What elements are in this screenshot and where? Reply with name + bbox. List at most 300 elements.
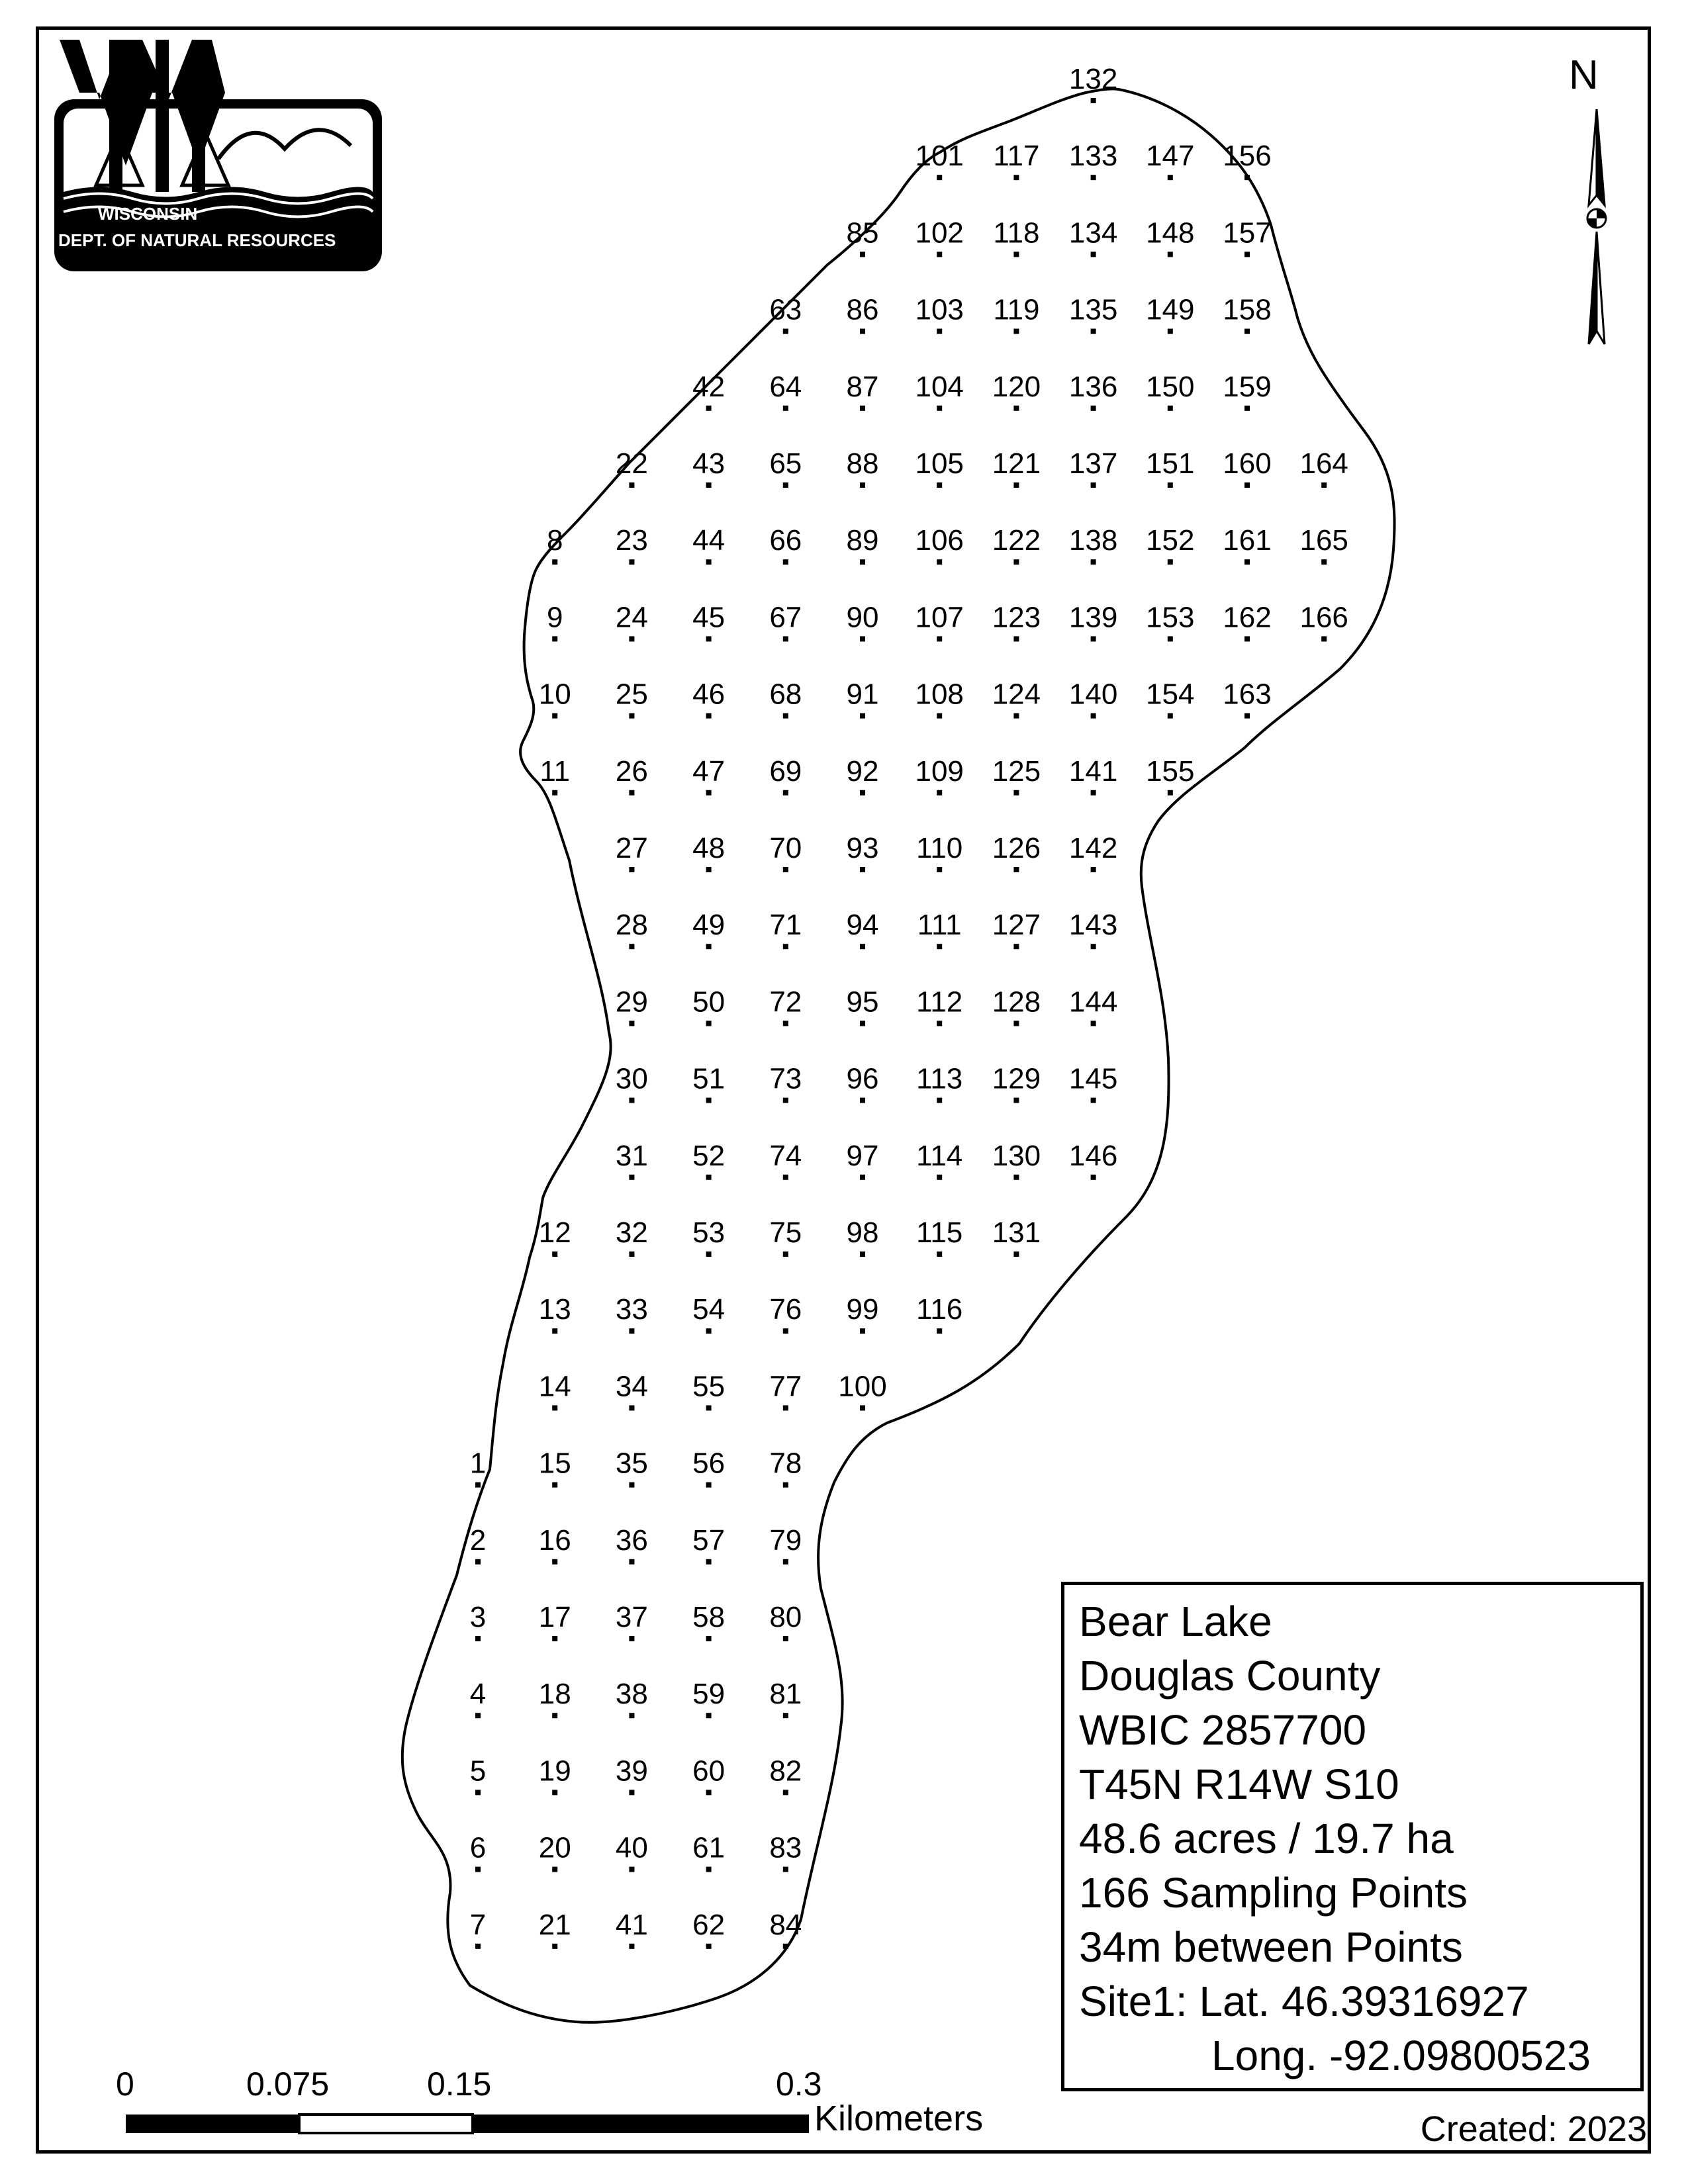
- sampling-dot: [860, 406, 865, 411]
- info-wbic: WBIC 2857700: [1079, 1706, 1367, 1754]
- sampling-point-38: [616, 1678, 648, 1718]
- sampling-point-12: [539, 1216, 571, 1257]
- sampling-dot: [629, 713, 634, 719]
- sampling-point-98: [847, 1216, 879, 1257]
- sampling-label: 76: [769, 1293, 802, 1326]
- created-date: Created: 2023: [1420, 2109, 1647, 2149]
- sampling-point-159: [1223, 371, 1271, 411]
- sampling-label: 166: [1299, 601, 1348, 634]
- sampling-label: 104: [915, 370, 964, 403]
- sampling-label: 109: [915, 754, 964, 788]
- sampling-label: 150: [1146, 370, 1195, 403]
- sampling-label: 140: [1068, 678, 1118, 711]
- sampling-label: 115: [916, 1216, 963, 1249]
- sampling-dot: [937, 482, 942, 488]
- sampling-label: 145: [1068, 1062, 1118, 1095]
- sampling-point-135: [1069, 294, 1117, 334]
- sampling-point-64: [769, 371, 802, 411]
- sampling-label: 42: [692, 370, 726, 403]
- sampling-point-62: [692, 1909, 725, 1949]
- sampling-point-143: [1069, 909, 1117, 949]
- sampling-point-146: [1069, 1140, 1117, 1180]
- sampling-label: 69: [769, 754, 802, 788]
- sampling-label: 79: [769, 1524, 802, 1557]
- sampling-dot: [783, 1482, 788, 1488]
- sampling-dot: [1013, 713, 1019, 719]
- sampling-dot: [706, 944, 712, 949]
- sampling-dot: [1013, 251, 1019, 257]
- sampling-label: 27: [615, 832, 648, 864]
- sampling-dot: [1168, 790, 1173, 796]
- sampling-label: 144: [1068, 985, 1118, 1019]
- sampling-label: 95: [846, 985, 879, 1019]
- sampling-point-128: [992, 985, 1041, 1026]
- sampling-point-104: [915, 371, 963, 411]
- sampling-dot: [1091, 406, 1096, 411]
- sampling-point-4: [470, 1678, 486, 1718]
- sampling-label: 134: [1068, 216, 1118, 250]
- sampling-dot: [552, 1867, 557, 1872]
- sampling-label: 141: [1068, 754, 1118, 788]
- sampling-label: 106: [915, 524, 964, 557]
- sampling-dot: [629, 1636, 634, 1641]
- sampling-dot: [783, 1944, 788, 1949]
- sampling-dot: [1244, 406, 1250, 411]
- sampling-dot: [783, 1790, 788, 1795]
- sampling-label: 28: [615, 909, 648, 942]
- sampling-point-44: [692, 524, 725, 565]
- sampling-point-2: [470, 1524, 486, 1565]
- sampling-label: 46: [692, 678, 726, 711]
- sampling-dot: [629, 482, 634, 488]
- sampling-point-30: [616, 1063, 648, 1103]
- sampling-label: 85: [846, 216, 879, 250]
- sampling-label: 152: [1146, 524, 1195, 557]
- sampling-label: 130: [992, 1139, 1041, 1172]
- sampling-dot: [552, 559, 557, 565]
- sampling-point-107: [915, 601, 963, 641]
- sampling-point-10: [539, 678, 571, 719]
- sampling-point-91: [847, 678, 879, 719]
- sampling-point-130: [992, 1140, 1041, 1180]
- sampling-label: 62: [692, 1908, 726, 1941]
- sampling-dot: [1244, 251, 1250, 257]
- sampling-point-81: [769, 1678, 802, 1718]
- sampling-point-162: [1223, 601, 1271, 641]
- sampling-label: 143: [1068, 909, 1118, 942]
- sampling-point-35: [616, 1447, 648, 1488]
- sampling-dot: [706, 1251, 712, 1257]
- sampling-point-87: [847, 371, 879, 411]
- sampling-label: 157: [1223, 216, 1272, 250]
- sampling-label: 120: [992, 370, 1041, 403]
- sampling-label: 48: [692, 832, 726, 864]
- sampling-dot: [629, 1790, 634, 1795]
- sampling-label: 19: [538, 1754, 571, 1788]
- sampling-dot: [1091, 175, 1096, 180]
- sampling-dot: [552, 1713, 557, 1718]
- sampling-point-148: [1146, 216, 1194, 257]
- sampling-dot: [783, 1867, 788, 1872]
- sampling-point-160: [1223, 447, 1271, 488]
- sampling-dot: [1013, 175, 1019, 180]
- sampling-dot: [1321, 559, 1327, 565]
- sampling-dot: [1091, 944, 1096, 949]
- sampling-point-161: [1223, 524, 1271, 565]
- sampling-label: 146: [1068, 1139, 1118, 1172]
- sampling-dot: [1091, 329, 1096, 334]
- sampling-label: 21: [538, 1908, 571, 1941]
- sampling-dot: [1168, 406, 1173, 411]
- sampling-dot: [1091, 1021, 1096, 1026]
- sampling-point-21: [539, 1909, 571, 1949]
- sampling-dot: [860, 636, 865, 641]
- sampling-dot: [1013, 790, 1019, 796]
- sampling-dot: [629, 1944, 634, 1949]
- sampling-point-119: [993, 294, 1039, 334]
- sampling-dot: [1091, 636, 1096, 641]
- sampling-point-93: [847, 832, 879, 872]
- sampling-point-109: [915, 755, 963, 796]
- sampling-dot: [552, 1944, 557, 1949]
- sampling-dot: [1013, 944, 1019, 949]
- sampling-label: 121: [992, 447, 1041, 480]
- sampling-dot: [783, 1636, 788, 1641]
- sampling-point-83: [769, 1832, 802, 1872]
- sampling-dot: [629, 1713, 634, 1718]
- sampling-label: 160: [1223, 447, 1272, 480]
- sampling-label: 2: [469, 1524, 487, 1557]
- sampling-point-117: [993, 140, 1039, 180]
- sampling-point-68: [769, 678, 802, 719]
- sampling-dot: [1168, 713, 1173, 719]
- sampling-label: 39: [615, 1754, 648, 1788]
- sampling-point-133: [1069, 140, 1117, 180]
- sampling-dot: [629, 1175, 634, 1180]
- sampling-point-8: [547, 524, 563, 565]
- scale-bar: [126, 2115, 809, 2133]
- sampling-label: 116: [916, 1293, 963, 1326]
- sampling-dot: [937, 944, 942, 949]
- sampling-dot: [1091, 559, 1096, 565]
- sampling-label: 163: [1223, 678, 1272, 711]
- sampling-label: 15: [538, 1447, 571, 1480]
- sampling-dot: [783, 1021, 788, 1026]
- sampling-label: 118: [993, 216, 1040, 250]
- sampling-dot: [783, 944, 788, 949]
- logo-text-line2: DEPT. OF NATURAL RESOURCES: [58, 230, 336, 250]
- sampling-point-164: [1299, 447, 1348, 488]
- sampling-label: 61: [692, 1831, 726, 1864]
- sampling-point-25: [616, 678, 648, 719]
- sampling-label: 13: [538, 1293, 571, 1326]
- sampling-dot: [1168, 482, 1173, 488]
- sampling-point-71: [769, 909, 802, 949]
- sampling-label: 149: [1146, 293, 1195, 326]
- sampling-dot: [706, 713, 712, 719]
- scale-unit: Kilometers: [814, 2099, 984, 2138]
- sampling-label: 103: [915, 293, 964, 326]
- sampling-dot: [783, 1328, 788, 1334]
- sampling-point-99: [847, 1293, 879, 1334]
- sampling-label: 101: [915, 140, 964, 173]
- sampling-point-123: [992, 601, 1041, 641]
- sampling-point-82: [769, 1754, 802, 1795]
- sampling-point-45: [692, 601, 725, 641]
- sampling-dot: [1244, 175, 1250, 180]
- info-township: T45N R14W S10: [1079, 1760, 1399, 1808]
- sampling-point-53: [692, 1216, 725, 1257]
- sampling-point-165: [1299, 524, 1348, 565]
- north-label: N: [1569, 52, 1599, 98]
- sampling-point-84: [769, 1909, 802, 1949]
- sampling-point-50: [692, 985, 725, 1026]
- sampling-point-24: [616, 601, 648, 641]
- sampling-label: 23: [615, 524, 648, 557]
- sampling-dot: [552, 1790, 557, 1795]
- sampling-label: 64: [769, 370, 802, 403]
- sampling-point-106: [915, 524, 963, 565]
- sampling-dot: [1244, 329, 1250, 334]
- sampling-label: 125: [992, 754, 1041, 788]
- sampling-dot: [475, 1713, 481, 1718]
- sampling-label: 128: [992, 985, 1041, 1019]
- sampling-dot: [475, 1867, 481, 1872]
- sampling-dot: [1091, 482, 1096, 488]
- sampling-dot: [706, 1482, 712, 1488]
- sampling-label: 162: [1223, 601, 1272, 634]
- sampling-dot: [860, 329, 865, 334]
- sampling-label: 158: [1223, 293, 1272, 326]
- sampling-point-136: [1069, 371, 1117, 411]
- sampling-dot: [783, 867, 788, 872]
- sampling-dot: [1013, 1098, 1019, 1103]
- sampling-dot: [552, 1636, 557, 1641]
- sampling-dot: [552, 1482, 557, 1488]
- sampling-point-79: [769, 1524, 802, 1565]
- sampling-point-67: [769, 601, 802, 641]
- sampling-dot: [706, 1790, 712, 1795]
- sampling-label: 124: [992, 678, 1041, 711]
- sampling-dot: [552, 1405, 557, 1410]
- info-area: 48.6 acres / 19.7 ha: [1079, 1815, 1454, 1862]
- info-point-count: 166 Sampling Points: [1079, 1869, 1468, 1917]
- sampling-label: 53: [692, 1216, 726, 1249]
- sampling-label: 36: [615, 1524, 648, 1557]
- sampling-dot: [706, 1175, 712, 1180]
- sampling-label: 29: [615, 985, 648, 1019]
- sampling-dot: [706, 636, 712, 641]
- sampling-label: 41: [615, 1908, 648, 1941]
- sampling-dot: [1013, 1175, 1019, 1180]
- sampling-label: 82: [769, 1754, 802, 1788]
- sampling-dot: [475, 1482, 481, 1488]
- sampling-point-153: [1146, 601, 1194, 641]
- sampling-point-48: [692, 832, 725, 872]
- sampling-label: 30: [615, 1062, 648, 1095]
- sampling-point-125: [992, 755, 1041, 796]
- sampling-label: 112: [916, 985, 963, 1019]
- sampling-dot: [475, 1790, 481, 1795]
- sampling-point-16: [539, 1524, 571, 1565]
- sampling-label: 137: [1068, 447, 1118, 480]
- sampling-dot: [937, 406, 942, 411]
- scale-label-0: 0: [116, 2066, 134, 2103]
- sampling-dot: [1091, 1175, 1096, 1180]
- sampling-dot: [937, 175, 942, 180]
- sampling-label: 117: [993, 140, 1040, 173]
- sampling-dot: [1013, 482, 1019, 488]
- sampling-dot: [937, 790, 942, 796]
- sampling-point-137: [1069, 447, 1117, 488]
- sampling-dot: [783, 329, 788, 334]
- sampling-point-103: [915, 294, 963, 334]
- sampling-label: 40: [615, 1831, 648, 1864]
- sampling-label: 110: [916, 832, 963, 864]
- sampling-label: 131: [992, 1216, 1041, 1249]
- sampling-label: 97: [846, 1139, 879, 1172]
- sampling-dot: [937, 867, 942, 872]
- sampling-label: 90: [846, 601, 879, 634]
- sampling-point-66: [769, 524, 802, 565]
- sampling-label: 37: [615, 1601, 648, 1633]
- sampling-dot: [706, 1405, 712, 1410]
- sampling-point-154: [1146, 678, 1194, 719]
- sampling-dot: [860, 1021, 865, 1026]
- sampling-point-145: [1069, 1063, 1117, 1103]
- sampling-point-115: [916, 1216, 962, 1257]
- sampling-point-13: [539, 1293, 571, 1334]
- sampling-label: 151: [1146, 447, 1195, 480]
- sampling-label: 66: [769, 524, 802, 557]
- sampling-label: 159: [1223, 370, 1272, 403]
- sampling-label: 1: [469, 1447, 487, 1480]
- sampling-label: 142: [1068, 832, 1118, 864]
- sampling-point-89: [847, 524, 879, 565]
- sampling-dot: [937, 251, 942, 257]
- sampling-label: 114: [916, 1139, 963, 1172]
- sampling-label: 12: [538, 1216, 571, 1249]
- sampling-point-139: [1069, 601, 1117, 641]
- sampling-point-19: [539, 1754, 571, 1795]
- sampling-point-155: [1146, 755, 1194, 796]
- sampling-point-76: [769, 1293, 802, 1334]
- sampling-point-151: [1146, 447, 1194, 488]
- sampling-dot: [629, 559, 634, 565]
- sampling-dot: [552, 1328, 557, 1334]
- sampling-dot: [783, 1559, 788, 1565]
- sampling-label: 156: [1223, 140, 1272, 173]
- sampling-dot: [629, 1021, 634, 1026]
- info-latitude: Site1: Lat. 46.39316927: [1079, 1978, 1529, 2025]
- sampling-dot: [629, 790, 634, 796]
- sampling-point-18: [539, 1678, 571, 1718]
- sampling-label: 78: [769, 1447, 802, 1480]
- sampling-label: 81: [769, 1678, 802, 1711]
- sampling-label: 83: [769, 1831, 802, 1864]
- sampling-dot: [783, 406, 788, 411]
- sampling-point-74: [769, 1140, 802, 1180]
- sampling-point-55: [692, 1370, 725, 1410]
- sampling-label: 138: [1068, 524, 1118, 557]
- sampling-point-40: [616, 1832, 648, 1872]
- sampling-point-100: [838, 1370, 886, 1410]
- sampling-label: 22: [615, 447, 648, 480]
- sampling-label: 5: [469, 1754, 487, 1788]
- sampling-label: 102: [915, 216, 964, 250]
- sampling-label: 25: [615, 678, 648, 711]
- sampling-label: 56: [692, 1447, 726, 1480]
- sampling-label: 154: [1146, 678, 1195, 711]
- sampling-dot: [475, 1559, 481, 1565]
- sampling-label: 47: [692, 754, 726, 788]
- sampling-point-32: [616, 1216, 648, 1257]
- sampling-dot: [937, 1328, 942, 1334]
- sampling-dot: [937, 1175, 942, 1180]
- sampling-dot: [937, 636, 942, 641]
- sampling-label: 133: [1068, 140, 1118, 173]
- sampling-point-80: [769, 1601, 802, 1641]
- sampling-point-34: [616, 1370, 648, 1410]
- sampling-dot: [937, 329, 942, 334]
- sampling-label: 139: [1068, 601, 1118, 634]
- sampling-label: 57: [692, 1524, 726, 1557]
- sampling-point-147: [1146, 140, 1194, 180]
- sampling-dot: [860, 867, 865, 872]
- sampling-point-6: [470, 1832, 486, 1872]
- sampling-dot: [706, 1559, 712, 1565]
- sampling-point-92: [847, 755, 879, 796]
- sampling-label: 135: [1068, 293, 1118, 326]
- sampling-point-140: [1069, 678, 1117, 719]
- sampling-point-138: [1069, 524, 1117, 565]
- sampling-point-41: [616, 1909, 648, 1949]
- sampling-label: 94: [846, 909, 879, 942]
- sampling-dot: [860, 1405, 865, 1410]
- sampling-label: 107: [915, 601, 964, 634]
- sampling-dot: [706, 1098, 712, 1103]
- sampling-label: 132: [1068, 63, 1118, 95]
- sampling-dot: [1013, 329, 1019, 334]
- sampling-point-49: [692, 909, 725, 949]
- sampling-label: 99: [846, 1293, 879, 1326]
- sampling-dot: [1244, 559, 1250, 565]
- sampling-dot: [629, 1482, 634, 1488]
- sampling-dot: [860, 1098, 865, 1103]
- sampling-label: 3: [469, 1601, 487, 1633]
- sampling-dot: [629, 1098, 634, 1103]
- sampling-dot: [860, 790, 865, 796]
- sampling-label: 9: [546, 601, 563, 634]
- sampling-dot: [1168, 329, 1173, 334]
- sampling-label: 14: [538, 1370, 571, 1403]
- sampling-dot: [629, 867, 634, 872]
- sampling-label: 50: [692, 985, 726, 1019]
- sampling-point-27: [616, 832, 648, 872]
- sampling-point-78: [769, 1447, 802, 1488]
- sampling-dot: [1091, 713, 1096, 719]
- sampling-dot: [860, 1328, 865, 1334]
- sampling-label: 80: [769, 1601, 802, 1633]
- sampling-label: 75: [769, 1216, 802, 1249]
- sampling-point-31: [616, 1140, 648, 1180]
- sampling-point-23: [616, 524, 648, 565]
- sampling-label: 98: [846, 1216, 879, 1249]
- sampling-point-105: [915, 447, 963, 488]
- sampling-dot: [706, 790, 712, 796]
- sampling-dot: [1091, 1098, 1096, 1103]
- sampling-point-1: [470, 1447, 486, 1488]
